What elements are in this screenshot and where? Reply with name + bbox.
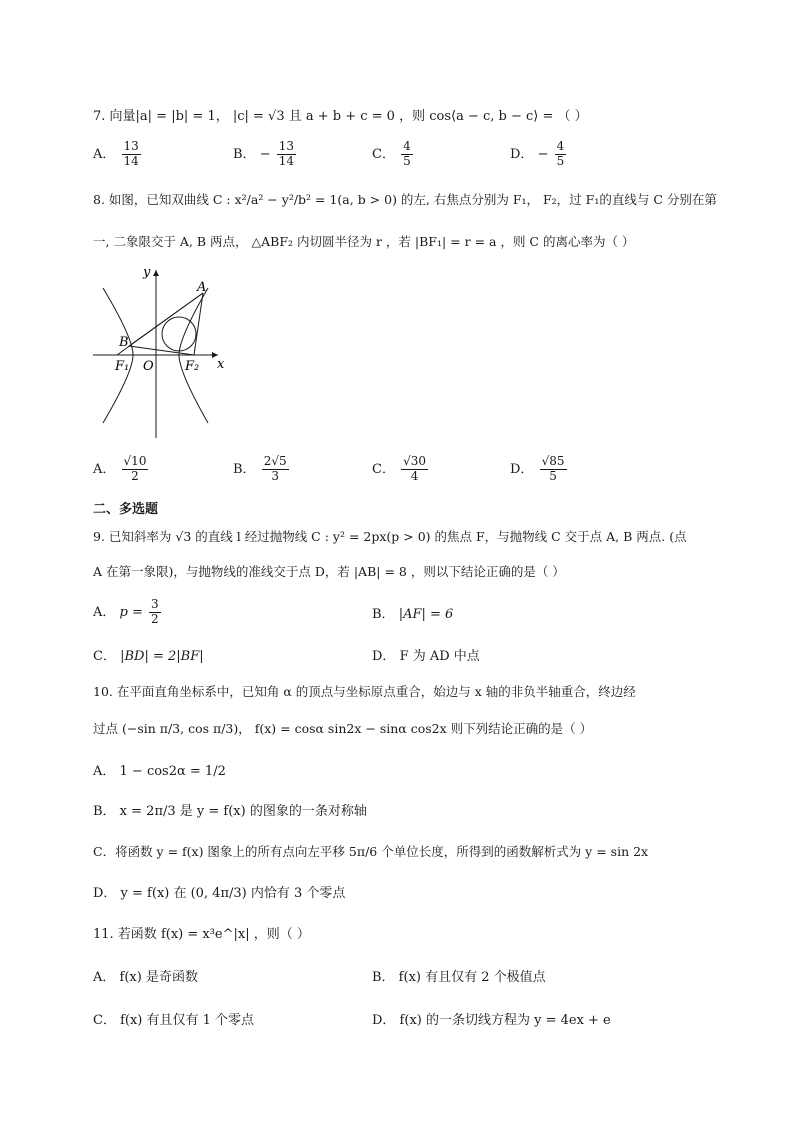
numerator: 13	[123, 139, 139, 153]
q7-option-c[interactable]	[372, 140, 415, 169]
option-label: A．	[93, 604, 116, 620]
q7-option-a[interactable]	[93, 140, 143, 169]
q9-stem-line1: 9. 已知斜率为 √3 的直线 l 经过抛物线 C : y² = 2px(p > 0) 的焦点 F，与抛物线 C 交于点 A, B 两点. (点	[93, 529, 687, 544]
numerator: 3	[151, 597, 159, 611]
fraction	[401, 140, 413, 169]
label-b: B	[119, 335, 129, 350]
q10-option-d[interactable]: D． y = f(x) 在 (0, 4π/3) 内恰有 3 个零点	[93, 886, 346, 901]
q11-stem: 11. 若函数 f(x) = x³e^|x| ，则（ ）	[93, 927, 310, 942]
q11-option-c[interactable]: C． f(x) 有且仅有 1 个零点	[93, 1013, 255, 1028]
q8-option-a[interactable]	[93, 455, 150, 484]
fraction	[540, 455, 567, 484]
option-text: |AF| = 6	[398, 607, 454, 622]
option-text: F 为 AD 中点	[399, 649, 480, 664]
q11-option-a[interactable]: A． f(x) 是奇函数	[93, 970, 198, 985]
fraction	[262, 455, 289, 484]
fraction	[149, 598, 161, 627]
denominator: 2	[131, 468, 139, 483]
q8-stem-line2: 一, 二象限交于 A, B 两点， △ABF₂ 内切圆半径为 r ，若 |BF₁| = r = a ，则 C 的离心率为（ ）	[93, 234, 635, 249]
q8-option-c[interactable]	[372, 455, 430, 484]
option-label: A．	[93, 461, 116, 477]
q9-stem-line2: A 在第一象限)，与抛物线的准线交于点 D，若 |AB| = 8 ，则以下结论正确的是（ ）	[93, 564, 565, 579]
fraction	[401, 455, 428, 484]
numerator: 13	[278, 139, 295, 153]
label-f1: F₁	[115, 359, 130, 374]
label-a: A	[197, 280, 207, 295]
q9-option-d[interactable]	[372, 645, 480, 664]
fraction	[122, 455, 149, 484]
q7-stem: 7. 向量|a| = |b| = 1， |c| = √3 且 a + b + c = 0 ，则 cos⟨a − c, b − c⟩ = （ ）	[93, 109, 588, 124]
option-text: p =	[119, 604, 148, 620]
denominator: 14	[123, 153, 139, 168]
fraction	[277, 140, 296, 169]
y-axis-arrow	[153, 270, 159, 276]
q11-option-d[interactable]: D． f(x) 的一条切线方程为 y = 4ex + e	[372, 1013, 611, 1028]
label-x: x	[217, 357, 225, 372]
sign: −	[537, 146, 549, 162]
q8-option-b[interactable]	[233, 455, 291, 484]
option-label: B．	[233, 461, 256, 477]
sign: −	[259, 146, 271, 162]
q10-stem-line1: 10. 在平面直角坐标系中，已知角 α 的顶点与坐标原点重合，始边与 x 轴的非负半轴重合，终边经	[93, 684, 636, 699]
denominator: 3	[271, 468, 279, 483]
option-label: B．	[372, 607, 395, 622]
numerator: 4	[403, 139, 411, 153]
label-y: y	[143, 265, 151, 280]
q7-option-b[interactable]	[233, 140, 298, 169]
option-text: |BD| = 2|BF|	[120, 649, 204, 664]
line-a-f2	[194, 293, 203, 355]
q8-stem-line1: 8. 如图，已知双曲线 C : x²/a² − y²/b² = 1(a, b > 0) 的左, 右焦点分别为 F₁， F₂，过 F₁的直线与 C 分别在第	[93, 192, 717, 207]
q8-option-d[interactable]	[510, 455, 569, 484]
q10-option-a[interactable]: A． 1 − cos2α = 1/2	[93, 764, 226, 779]
label-f2: F₂	[185, 359, 200, 374]
option-label: C．	[372, 146, 395, 162]
fraction	[122, 140, 141, 169]
q10-option-c[interactable]: C．将函数 y = f(x) 图象上的所有点向左平移 5π/6 个单位长度，所得到的函数解析式为 y = sin 2x	[93, 844, 649, 859]
q7-option-d[interactable]	[510, 140, 568, 169]
q9-option-c[interactable]	[93, 645, 204, 664]
incircle	[162, 317, 196, 351]
section-heading: 二、多选题	[93, 502, 159, 517]
denominator: 5	[556, 153, 565, 168]
option-label: C．	[93, 649, 116, 664]
q10-option-b[interactable]: B． x = 2π/3 是 y = f(x) 的图象的一条对称轴	[93, 804, 367, 819]
denominator: 5	[403, 153, 411, 168]
option-label: D．	[372, 649, 396, 664]
option-label: A．	[93, 146, 116, 162]
hyperbola-diagram	[93, 258, 233, 443]
denominator: 14	[278, 153, 295, 168]
numerator: √10	[123, 454, 147, 468]
option-label: D．	[510, 461, 534, 477]
option-label: C．	[372, 461, 395, 477]
q11-option-b[interactable]: B． f(x) 有且仅有 2 个极值点	[372, 970, 546, 985]
numerator: 2√5	[263, 454, 287, 468]
fraction	[555, 140, 567, 169]
numerator: √30	[403, 454, 427, 468]
numerator: 4	[556, 139, 565, 153]
hyperbola-figure	[93, 258, 233, 447]
line-b-a	[129, 293, 203, 346]
numerator: √85	[541, 454, 565, 468]
q9-option-b[interactable]	[372, 603, 453, 622]
denominator: 2	[151, 611, 159, 626]
label-o: O	[143, 359, 154, 374]
q10-stem-line2: 过点 (−sin π/3, cos π/3)， f(x) = cosα sin2x − sinα cos2x 则下列结论正确的是（ ）	[93, 721, 593, 736]
option-label: B．	[233, 146, 256, 162]
option-label: D．	[510, 146, 534, 162]
q9-option-a[interactable]	[93, 598, 163, 627]
denominator: 4	[410, 468, 419, 483]
denominator: 5	[549, 468, 557, 483]
